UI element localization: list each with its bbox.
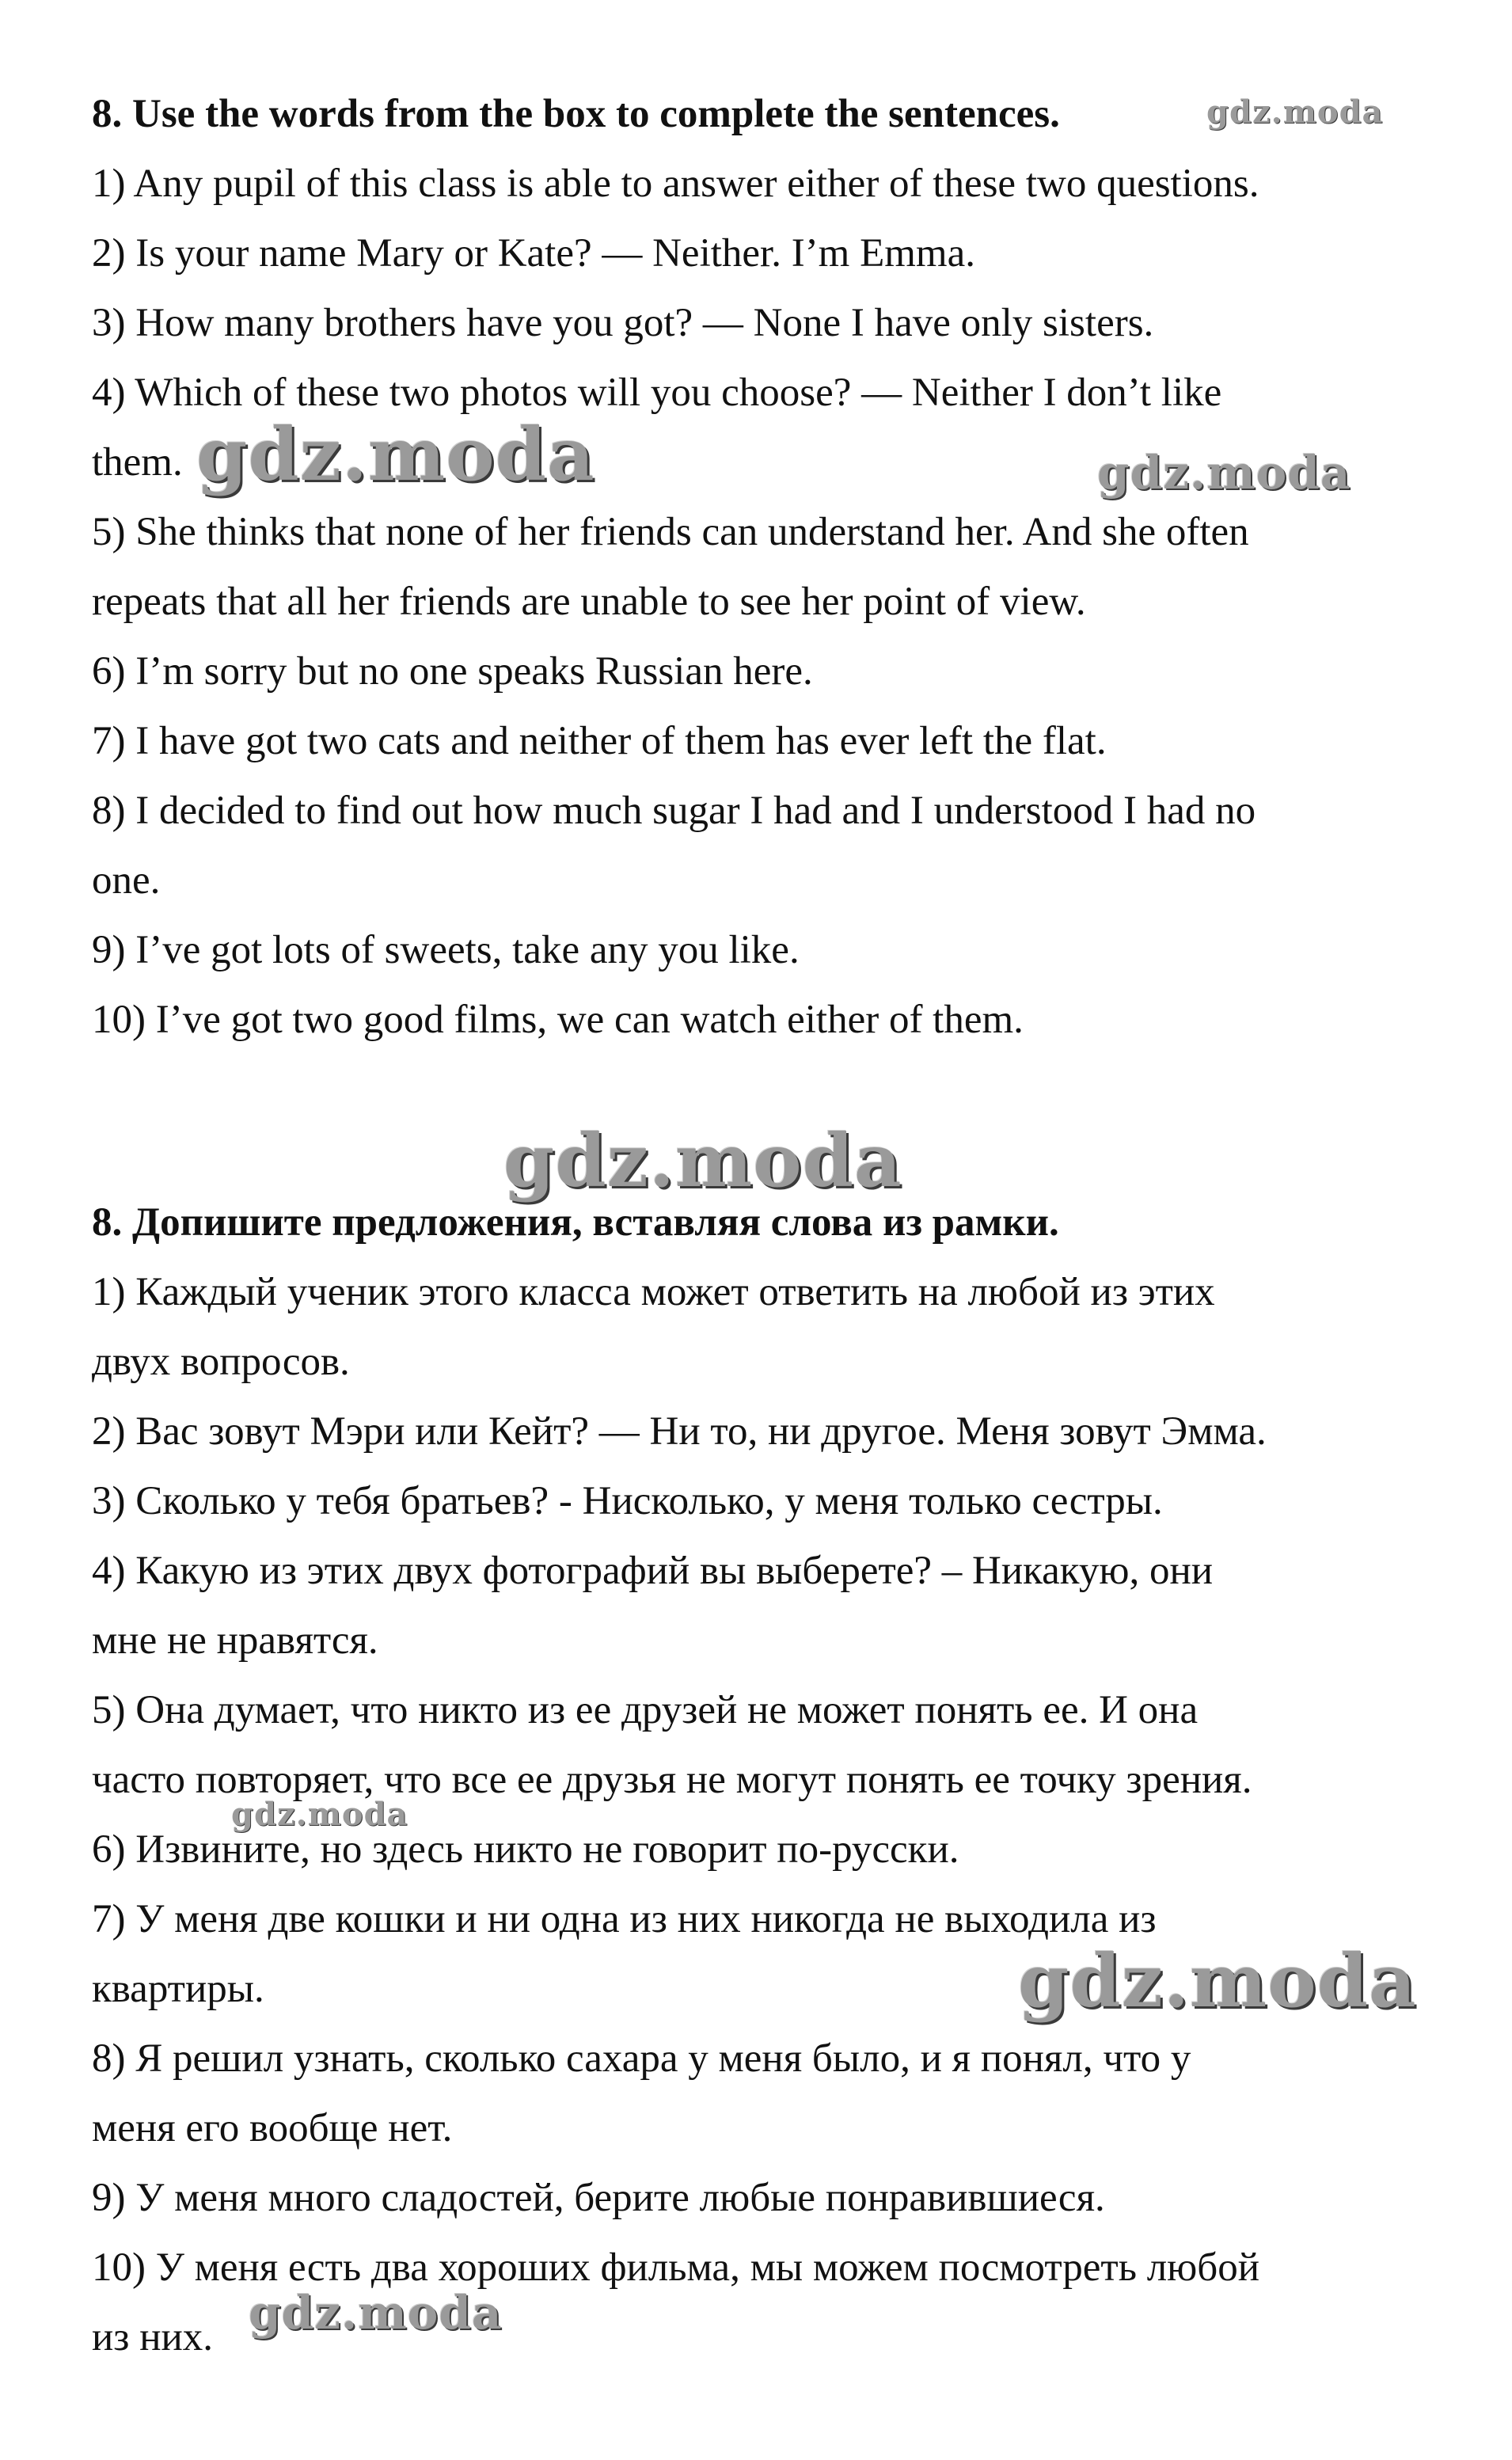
translation-line: из них. <box>92 2315 214 2359</box>
answer-line: them. <box>92 440 183 485</box>
translation-line: часто повторяет, что все ее друзья не могут понять ее точку зрения. <box>92 1758 1252 1802</box>
translation-line: 10) У меня есть два хороших фильма, мы можем посмотреть любой <box>92 2245 1260 2290</box>
answer-line: repeats that all her friends are unable to see her point of view. <box>92 580 1086 624</box>
translation-line: мне не нравятся. <box>92 1618 378 1663</box>
translation-line: 1) Каждый ученик этого класса может ответить на любой из этих <box>92 1270 1215 1314</box>
answer-line: 6) I’m sorry but no one speaks Russian here. <box>92 649 813 694</box>
translation-line: 6) Извините, но здесь никто не говорит по-русски. <box>92 1827 959 1872</box>
answer-line: 1) Any pupil of this class is able to answer either of these two questions. <box>92 162 1259 206</box>
english-exercise <box>92 79 1469 1055</box>
translation-line: 3) Сколько у тебя братьев? - Нисколько, у меня только сестры. <box>92 1479 1163 1523</box>
answer-line: 2) Is your name Mary or Kate? — Neither. I’m Emma. <box>92 231 975 276</box>
translation-line: 2) Вас зовут Мэри или Кейт? — Ни то, ни другое. Меня зовут Эмма. <box>92 1409 1267 1454</box>
translation-line: квартиры. <box>92 1967 264 2011</box>
watermark-logo: gdz.moda <box>1018 1938 1417 2024</box>
translation-line: меня его вообще нет. <box>92 2106 453 2150</box>
answer-line: 4) Which of these two photos will you choose? — Neither I don’t like <box>92 371 1222 415</box>
translation-line: двух вопросов. <box>92 1340 350 1384</box>
answer-line: one. <box>92 858 161 903</box>
watermark-logo: gdz.moda <box>1206 93 1384 131</box>
answer-line: 9) I’ve got lots of sweets, take any you like. <box>92 928 800 972</box>
answer-line: 7) I have got two cats and neither of them has ever left the flat. <box>92 719 1107 763</box>
translation-line: 4) Какую из этих двух фотографий вы выберете? – Никакую, они <box>92 1549 1214 1593</box>
answer-line: 8) I decided to find out how much sugar I had and I understood I had no <box>92 789 1256 833</box>
watermark-logo: gdz.moda <box>196 412 595 497</box>
translation-line: 8) Я решил узнать, сколько сахара у меня было, и я понял, что у <box>92 2036 1191 2081</box>
watermark-logo: gdz.moda <box>1097 446 1351 500</box>
answer-line: 10) I’ve got two good films, we can watch either of them. <box>92 998 1024 1042</box>
exercise-title-russian: 8. Допишите предложения, вставляя слова из рамки. <box>92 1200 1059 1245</box>
translation-line: 7) У меня две кошки и ни одна из них никогда не выходила из <box>92 1897 1157 1941</box>
translation-line: 5) Она думает, что никто из ее друзей не может понять ее. И она <box>92 1688 1199 1732</box>
translation-line: 9) У меня много сладостей, берите любые понравившиеся. <box>92 2176 1105 2220</box>
watermark-logo: gdz.moda <box>231 1796 408 1833</box>
exercise-title-english: 8. Use the words from the box to complete the sentences. <box>92 92 1060 136</box>
watermark-logo: gdz.moda <box>249 2286 503 2340</box>
russian-exercise <box>92 1188 1469 2372</box>
watermark-logo: gdz.moda <box>503 1118 902 1203</box>
answer-line: 5) She thinks that none of her friends can understand her. And she often <box>92 510 1249 554</box>
answer-line: 3) How many brothers have you got? — None I have only sisters. <box>92 301 1154 345</box>
